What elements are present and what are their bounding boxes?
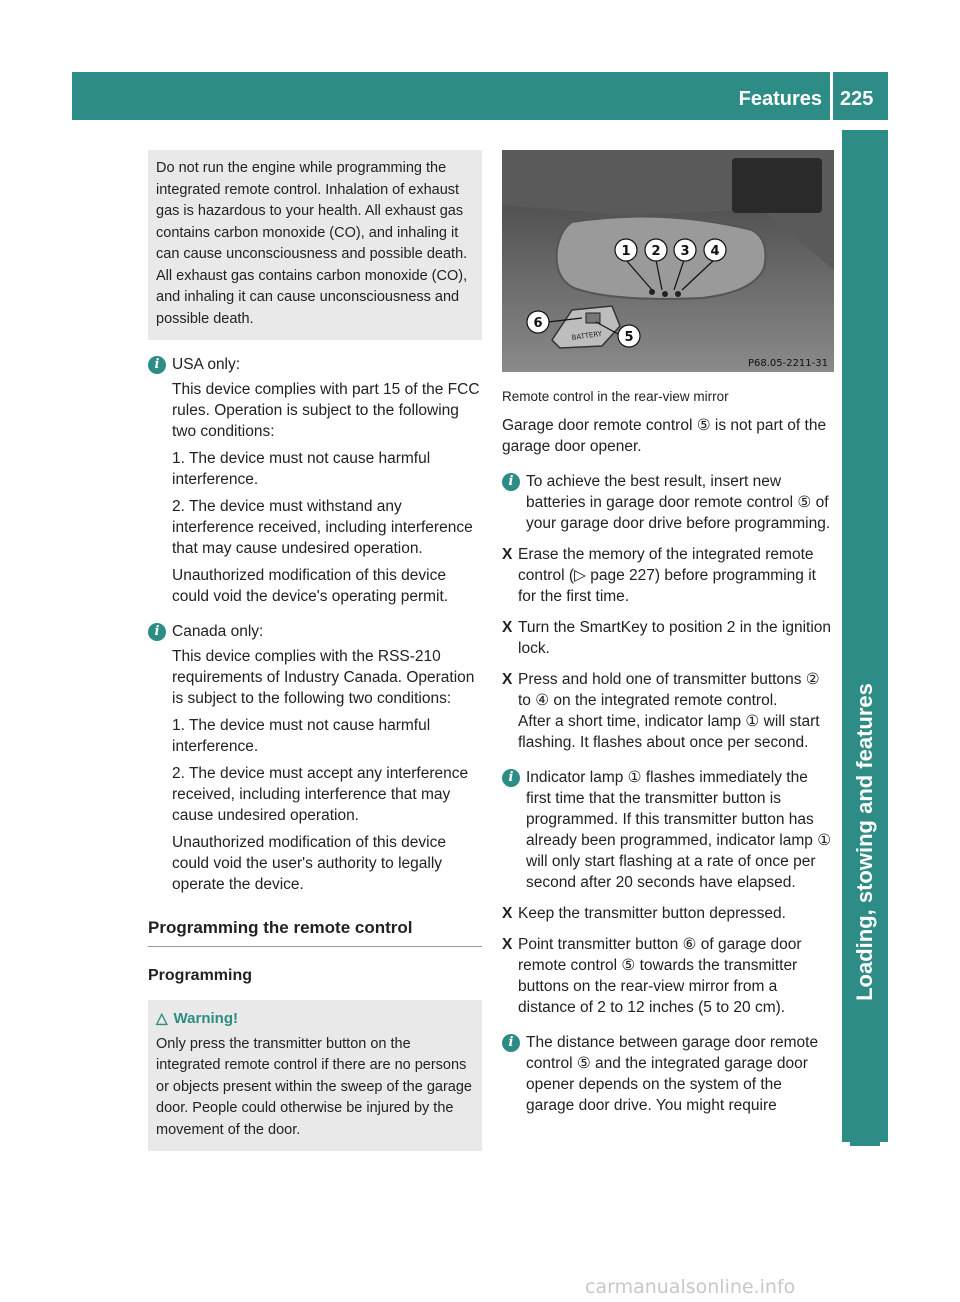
step-marker-icon: X — [502, 671, 513, 688]
intro-paragraph: Garage door remote control ⑤ is not part of the garage door opener. — [502, 417, 827, 455]
warning-triangle-icon: △ — [156, 1010, 168, 1027]
svg-text:1: 1 — [621, 244, 631, 259]
note-text: To achieve the best result, insert new batteries in garage door remote control ⑤ of your garage door drive before programming. — [526, 473, 831, 532]
svg-text:3: 3 — [680, 244, 690, 259]
mirror-illustration — [502, 150, 834, 372]
battery-note — [502, 471, 834, 534]
warning-text: Only press the transmitter button on the integrated remote control if there are no persons or objects present within the sweep of the garage door. People could otherwise be injured by the movement of the door. — [156, 1035, 472, 1138]
page-number: 225 — [840, 88, 874, 110]
info-icon: i — [502, 473, 520, 491]
svg-text:2: 2 — [651, 244, 661, 259]
overhead-console — [732, 158, 822, 213]
left-column — [148, 150, 482, 1151]
danger-box: Do not run the engine while programming the integrated remote control. Inhalation of exhaust gas is hazardous to your health. All exhaust gas contains carbon monoxide (CO), and inhaling it can cause unconsciousness and possible death. All exhaust gas contains carbon monoxide (CO), and inhaling it can cause unconsciousness and possible death. — [148, 150, 482, 340]
instruction-step: X Press and hold one of transmitter buttons ② to ④ on the integrated remote control. After a short time, indicator lamp ① will start flashing. It flashes about once per second. — [502, 671, 820, 751]
warning-box — [148, 1000, 482, 1151]
info-icon: i — [502, 769, 520, 787]
usa-note — [148, 354, 482, 607]
instruction-step: X Turn the SmartKey to position 2 in the ignition lock. — [502, 619, 832, 657]
figure-caption: Remote control in the rear-view mirror — [502, 389, 729, 404]
note-line: 1. The device must not cause harmful interference. — [172, 717, 431, 755]
note-line: This device complies with part 15 of the FCC rules. Operation is subject to the following two conditions: — [172, 381, 480, 440]
section-heading: Programming the remote control — [148, 917, 482, 947]
note-text: The distance between garage door remote control ⑤ and the integrated garage door opener depends on the system of the garage door drive. You might require — [526, 1034, 819, 1114]
instruction-step: X Point transmitter button ⑥ of garage door remote control ⑤ towards the transmitter buttons on the rear-view mirror from a distance of 2 to 12 inches (5 to 20 cm). — [502, 936, 802, 1016]
header-divider — [830, 72, 833, 120]
note-line: 2. The device must withstand any interference received, including interference that may cause undesired operation. — [172, 498, 473, 557]
step-marker-icon: X — [502, 936, 513, 953]
info-icon: i — [502, 1034, 520, 1052]
indicator-note — [502, 767, 834, 893]
subheading: Programming — [148, 967, 253, 984]
note-line: Unauthorized modification of this device could void the user's authority to legally operate the device. — [172, 834, 446, 893]
canada-note — [148, 621, 482, 895]
svg-text:5: 5 — [624, 330, 634, 345]
note-line: This device complies with the RSS-210 requirements of Industry Canada. Operation is subject to the following two conditions: — [172, 648, 475, 707]
note-text: Indicator lamp ① flashes immediately the first time that the transmitter button is programmed. If this transmitter button has already been programmed, indicator lamp ① will only start flashing at a rate of once per second after 20 seconds have elapsed. — [526, 769, 832, 891]
svg-text:4: 4 — [710, 244, 720, 259]
step-marker-icon: X — [502, 905, 513, 922]
instruction-step: X Keep the transmitter button depressed. — [502, 905, 786, 922]
chapter-side-label: Loading, stowing and features — [852, 683, 878, 1001]
figure-code: P68.05-2211-31 — [747, 358, 828, 369]
instruction-step: X Erase the memory of the integrated remote control (▷ page 227) before programming it for the first time. — [502, 546, 816, 605]
watermark-url: carmanualsonline.info — [585, 1276, 796, 1298]
note-line: 1. The device must not cause harmful interference. — [172, 450, 431, 488]
info-icon: i — [148, 623, 166, 641]
right-column — [502, 150, 834, 1122]
chapter-marker — [850, 1116, 880, 1146]
page-section-title: Features — [738, 88, 822, 110]
note-title: Canada only: — [172, 623, 264, 640]
svg-text:6: 6 — [533, 316, 543, 331]
step-marker-icon: X — [502, 546, 513, 563]
note-line: Unauthorized modification of this device could void the device's operating permit. — [172, 567, 449, 605]
info-icon: i — [148, 356, 166, 374]
note-title: USA only: — [172, 356, 241, 373]
warning-title: △ Warning! — [156, 1008, 474, 1030]
note-line: 2. The device must accept any interference received, including interference that may cause undesired operation. — [172, 765, 469, 824]
step-marker-icon: X — [502, 619, 513, 636]
mirror-remote-figure — [502, 150, 834, 372]
distance-note — [502, 1032, 834, 1116]
svg-text:BATTERY: BATTERY — [571, 329, 603, 342]
